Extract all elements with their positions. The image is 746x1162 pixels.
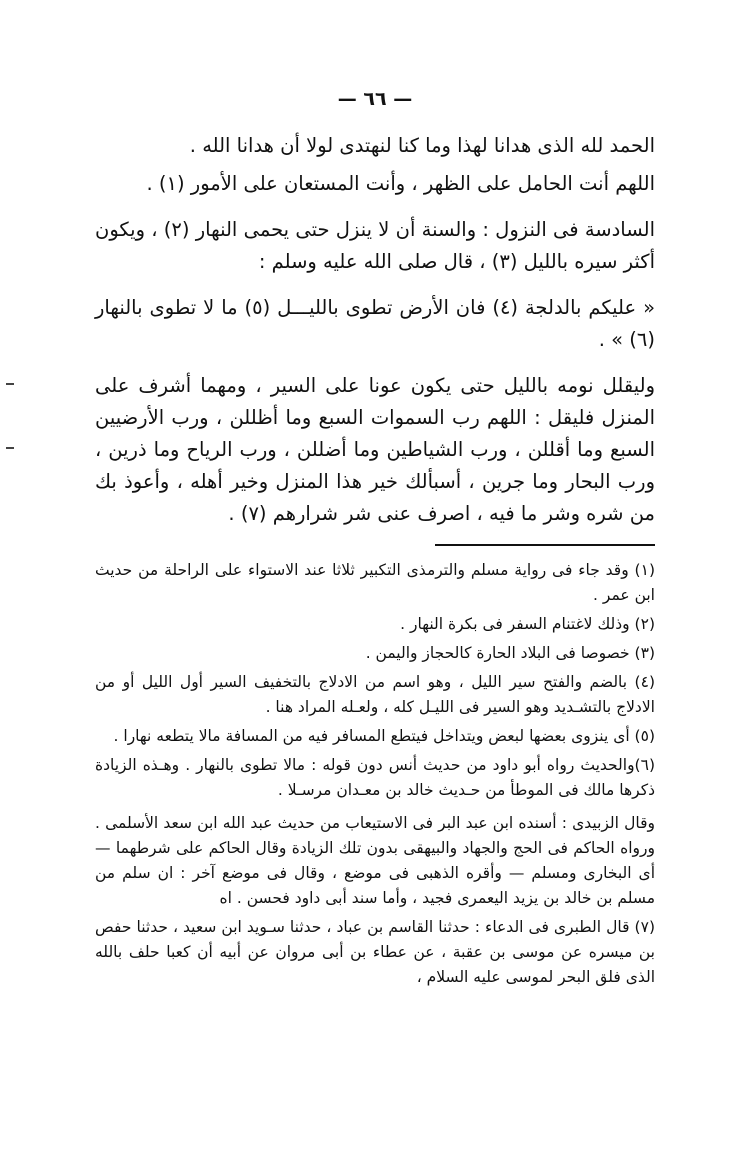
body-paragraph: وليقلل نومه بالليل حتى يكون عونا على السير ، ومهما أشرف على المنزل فليقل : اللهم رب السموات السبع وما أظللن ، ورب الأرضيين السبع وما أقللن ، ورب الشياطين وما أضللن ، ورب الرياح وما ذرين ، ورب البحار وما جرين ، أسبألك خير هذا المنزل وخير أهله ، وأعوذ بك من شره وشر ما فيه ، اصرف عنى شر شرارهم (٧) .: [95, 374, 655, 525]
footnote: (١) وقد جاء فى رواية مسلم والترمذى التكبير ثلاثا عند الاستواء على الراحلة من حديث ابن عمر .: [95, 561, 655, 604]
footnote: (٦)والحديث رواه أبو داود من حديث أنس دون قوله : مالا تطوى بالنهار . وهـذه الزيادة ذكرها مالك فى الموطأ من حـديث خالد بن معـدان مرسـلا .: [95, 756, 655, 799]
margin-mark: [6, 447, 14, 449]
document-page: [95, 88, 655, 994]
footnote: وقال الزبيدى : أسنده ابن عبد البر فى الاستيعاب من حديث عبد الله ابن سعد الأسلمى . ورواه الحاكم فى الحج والجهاد والبيهقى بدون تلك الزيادة وقال الحاكم على شرطهما — أى البخارى ومسلم — وأقره الذهبى فى موضع ، وقال فى موضع آخر : ان سلم من مسلم بن خالد بن يزيد اليعمرى فجيد ، وأما سند أبى داود فحسن . اه: [95, 814, 655, 907]
footnote: (٣) خصوصا فى البلاد الحارة كالحجاز واليمن .: [365, 644, 655, 662]
body-paragraph: اللهم أنت الحامل على الظهر ، وأنت المستعان على الأمور (١) .: [146, 172, 655, 195]
margin-mark: [6, 383, 14, 385]
page-number: — ٦٦ —: [337, 88, 413, 110]
body-paragraph: « عليكم بالدلجة (٤) فان الأرض تطوى بالليـــل (٥) ما لا تطوى بالنهار (٦) » .: [95, 296, 656, 351]
body-paragraph: السادسة فى النزول : والسنة أن لا ينزل حتى يحمى النهار (٢) ، ويكون أكثر سيره بالليل (٣) ، قال صلى الله عليه وسلم :: [95, 218, 655, 273]
footnote: (٧) قال الطبرى فى الدعاء : حدثنا القاسم بن عباد ، حدثنا سـويد ابن سعيد ، حدثنا حفص بن ميسره عن موسى بن عقبة ، عن عطاء بن أبى مروان عن أبيه أن كعبا حلف بالله الذى فلق البحر لموسى عليه السلام ،: [95, 918, 655, 986]
footnote: (٥) أى ينزوى بعضها لبعض ويتداخل فيتطع المسافر فيه من المسافة مالا يتطعه نهارا .: [113, 727, 655, 745]
footnote-divider: [435, 544, 655, 546]
footnote: (٢) وذلك لاغتنام السفر فى بكرة النهار .: [400, 615, 655, 633]
footnote: (٤) بالضم والفتح سير الليل ، وهو اسم من الادلاج بالتخفيف السير أول الليل أو من الادلاج بالتشـديد وهو السير فى الليـل كله ، ولعـله المراد هنا .: [95, 673, 655, 716]
body-paragraph: الحمد لله الذى هدانا لهذا وما كنا لنهتدى لولا أن هدانا الله .: [189, 134, 655, 157]
